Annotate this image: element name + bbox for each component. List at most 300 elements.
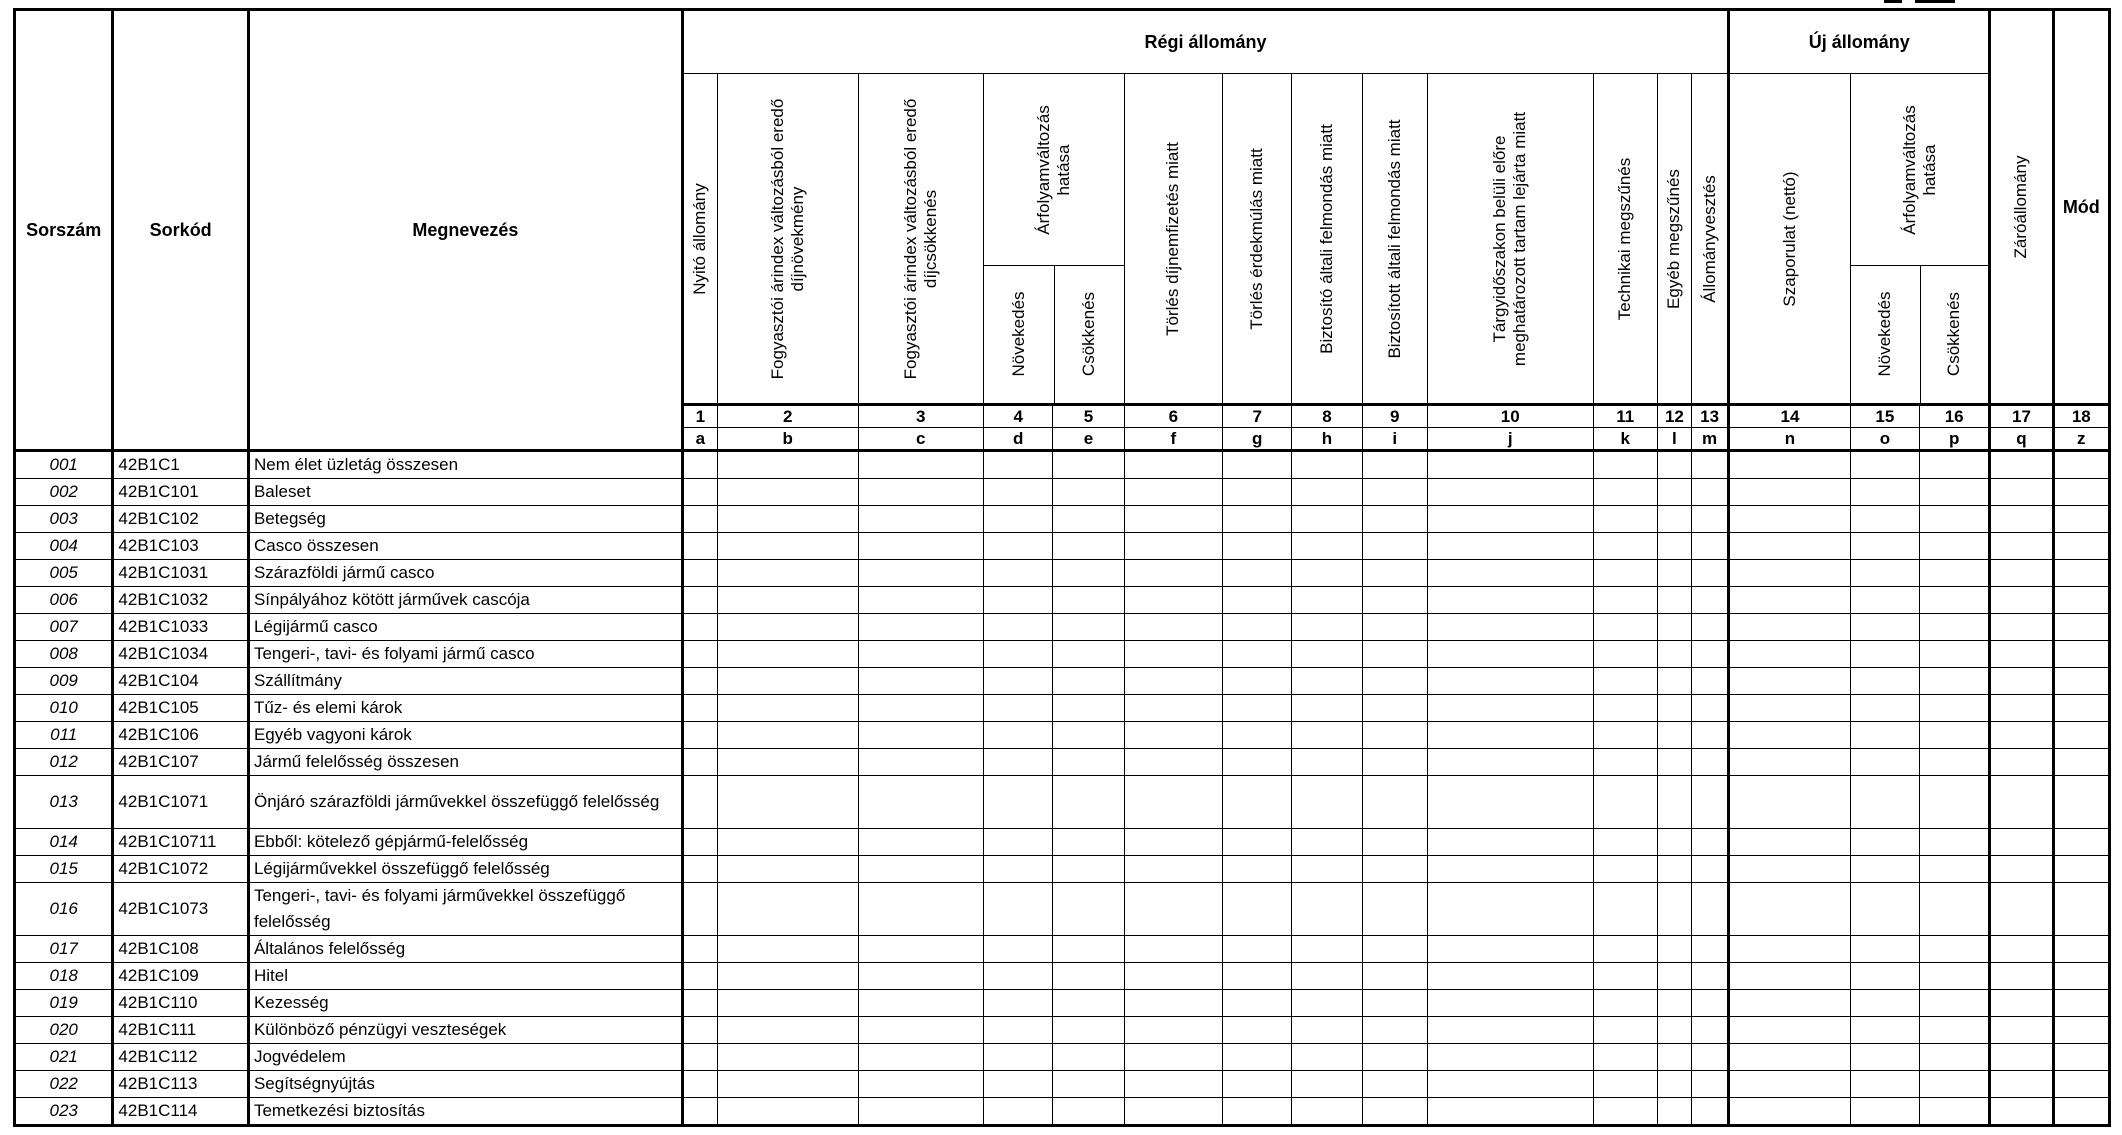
data-cell[interactable] [682,1098,717,1126]
data-cell[interactable] [1691,560,1728,587]
data-cell[interactable] [1691,695,1728,722]
data-cell[interactable] [1427,749,1593,776]
data-cell[interactable] [984,695,1053,722]
data-cell[interactable] [1292,749,1362,776]
data-cell[interactable] [1427,883,1593,936]
data-cell[interactable] [717,533,858,560]
data-cell[interactable] [1427,668,1593,695]
data-cell[interactable] [1292,587,1362,614]
data-cell[interactable] [984,963,1053,990]
data-cell[interactable] [1990,451,2053,479]
data-cell[interactable] [1691,668,1728,695]
data-cell[interactable] [1124,722,1222,749]
data-cell[interactable] [858,990,984,1017]
data-cell[interactable] [682,1044,717,1071]
data-cell[interactable] [1920,668,1990,695]
data-cell[interactable] [1850,1071,1919,1098]
data-cell[interactable] [1593,883,1657,936]
data-cell[interactable] [1657,695,1691,722]
data-cell[interactable] [1990,668,2053,695]
data-cell[interactable] [1657,451,1691,479]
data-cell[interactable] [1691,614,1728,641]
data-cell[interactable] [1990,749,2053,776]
data-cell[interactable] [1292,479,1362,506]
data-cell[interactable] [717,963,858,990]
data-cell[interactable] [682,776,717,829]
data-cell[interactable] [1990,883,2053,936]
data-cell[interactable] [1593,963,1657,990]
data-cell[interactable] [1990,963,2053,990]
data-cell[interactable] [1292,668,1362,695]
data-cell[interactable] [717,1098,858,1126]
data-cell[interactable] [1729,587,1851,614]
data-cell[interactable] [1053,776,1124,829]
data-cell[interactable] [858,695,984,722]
data-cell[interactable] [717,883,858,936]
data-cell[interactable] [1053,722,1124,749]
data-cell[interactable] [682,990,717,1017]
data-cell[interactable] [1223,829,1292,856]
data-cell[interactable] [858,722,984,749]
data-cell[interactable] [1729,614,1851,641]
data-cell[interactable] [1657,533,1691,560]
data-cell[interactable] [984,776,1053,829]
data-cell[interactable] [1920,856,1990,883]
data-cell[interactable] [858,883,984,936]
data-cell[interactable] [717,1017,858,1044]
data-cell[interactable] [1124,695,1222,722]
data-cell[interactable] [2053,641,2109,668]
data-cell[interactable] [1920,641,1990,668]
data-cell[interactable] [1124,506,1222,533]
data-cell[interactable] [1124,936,1222,963]
data-cell[interactable] [1850,641,1919,668]
data-cell[interactable] [1427,829,1593,856]
data-cell[interactable] [1223,668,1292,695]
data-cell[interactable] [1691,856,1728,883]
data-cell[interactable] [1124,1071,1222,1098]
data-cell[interactable] [1124,560,1222,587]
data-cell[interactable] [1593,749,1657,776]
data-cell[interactable] [1362,641,1427,668]
data-cell[interactable] [1292,695,1362,722]
data-cell[interactable] [1427,856,1593,883]
data-cell[interactable] [1223,883,1292,936]
data-cell[interactable] [2053,587,2109,614]
data-cell[interactable] [1990,479,2053,506]
data-cell[interactable] [984,587,1053,614]
data-cell[interactable] [1920,506,1990,533]
data-cell[interactable] [1691,1044,1728,1071]
data-cell[interactable] [858,668,984,695]
data-cell[interactable] [1920,883,1990,936]
data-cell[interactable] [858,560,984,587]
data-cell[interactable] [1657,749,1691,776]
data-cell[interactable] [1657,1017,1691,1044]
data-cell[interactable] [1223,1098,1292,1126]
data-cell[interactable] [1657,587,1691,614]
data-cell[interactable] [1691,936,1728,963]
data-cell[interactable] [1223,936,1292,963]
data-cell[interactable] [1593,641,1657,668]
data-cell[interactable] [1124,533,1222,560]
data-cell[interactable] [2053,990,2109,1017]
data-cell[interactable] [1691,990,1728,1017]
data-cell[interactable] [1990,829,2053,856]
data-cell[interactable] [682,1071,717,1098]
data-cell[interactable] [984,749,1053,776]
data-cell[interactable] [1691,1017,1728,1044]
data-cell[interactable] [1223,506,1292,533]
data-cell[interactable] [1990,1071,2053,1098]
data-cell[interactable] [1990,1017,2053,1044]
data-cell[interactable] [1850,695,1919,722]
data-cell[interactable] [1729,936,1851,963]
data-cell[interactable] [717,506,858,533]
data-cell[interactable] [1920,1071,1990,1098]
data-cell[interactable] [1292,722,1362,749]
data-cell[interactable] [1292,856,1362,883]
data-cell[interactable] [1362,479,1427,506]
data-cell[interactable] [2053,1044,2109,1071]
data-cell[interactable] [1920,1098,1990,1126]
data-cell[interactable] [717,668,858,695]
data-cell[interactable] [682,1017,717,1044]
data-cell[interactable] [682,668,717,695]
data-cell[interactable] [1053,1044,1124,1071]
data-cell[interactable] [858,587,984,614]
data-cell[interactable] [1292,614,1362,641]
data-cell[interactable] [1292,560,1362,587]
data-cell[interactable] [1691,451,1728,479]
data-cell[interactable] [1427,641,1593,668]
data-cell[interactable] [2053,1017,2109,1044]
data-cell[interactable] [1920,749,1990,776]
data-cell[interactable] [1292,829,1362,856]
data-cell[interactable] [1223,614,1292,641]
data-cell[interactable] [1427,614,1593,641]
data-cell[interactable] [1053,533,1124,560]
data-cell[interactable] [858,479,984,506]
data-cell[interactable] [2053,883,2109,936]
data-cell[interactable] [717,722,858,749]
data-cell[interactable] [1850,936,1919,963]
data-cell[interactable] [1223,963,1292,990]
data-cell[interactable] [1292,1071,1362,1098]
data-cell[interactable] [1657,668,1691,695]
data-cell[interactable] [858,936,984,963]
data-cell[interactable] [858,1071,984,1098]
data-cell[interactable] [682,722,717,749]
data-cell[interactable] [1362,883,1427,936]
data-cell[interactable] [1990,695,2053,722]
data-cell[interactable] [1292,1098,1362,1126]
data-cell[interactable] [984,506,1053,533]
data-cell[interactable] [1691,829,1728,856]
data-cell[interactable] [1124,776,1222,829]
data-cell[interactable] [1990,560,2053,587]
data-cell[interactable] [1593,856,1657,883]
data-cell[interactable] [1053,614,1124,641]
data-cell[interactable] [1427,451,1593,479]
data-cell[interactable] [1593,668,1657,695]
data-cell[interactable] [1593,1098,1657,1126]
data-cell[interactable] [1292,506,1362,533]
data-cell[interactable] [1920,451,1990,479]
data-cell[interactable] [1729,506,1851,533]
data-cell[interactable] [1292,883,1362,936]
data-cell[interactable] [1593,776,1657,829]
data-cell[interactable] [1850,479,1919,506]
data-cell[interactable] [1657,936,1691,963]
data-cell[interactable] [1850,722,1919,749]
data-cell[interactable] [1691,883,1728,936]
data-cell[interactable] [1362,776,1427,829]
data-cell[interactable] [1223,587,1292,614]
data-cell[interactable] [1729,829,1851,856]
data-cell[interactable] [682,936,717,963]
data-cell[interactable] [2053,776,2109,829]
data-cell[interactable] [1223,533,1292,560]
data-cell[interactable] [2053,479,2109,506]
data-cell[interactable] [984,1098,1053,1126]
data-cell[interactable] [2053,856,2109,883]
data-cell[interactable] [2053,614,2109,641]
data-cell[interactable] [1427,990,1593,1017]
data-cell[interactable] [1362,722,1427,749]
data-cell[interactable] [1427,587,1593,614]
data-cell[interactable] [1850,829,1919,856]
data-cell[interactable] [1292,776,1362,829]
data-cell[interactable] [1593,506,1657,533]
data-cell[interactable] [1657,1044,1691,1071]
data-cell[interactable] [1691,776,1728,829]
data-cell[interactable] [858,451,984,479]
data-cell[interactable] [858,1017,984,1044]
data-cell[interactable] [1362,1017,1427,1044]
data-cell[interactable] [1593,479,1657,506]
data-cell[interactable] [1729,560,1851,587]
data-cell[interactable] [1990,587,2053,614]
data-cell[interactable] [717,587,858,614]
data-cell[interactable] [1053,479,1124,506]
data-cell[interactable] [717,451,858,479]
data-cell[interactable] [1223,856,1292,883]
data-cell[interactable] [1990,936,2053,963]
data-cell[interactable] [1362,506,1427,533]
data-cell[interactable] [1729,722,1851,749]
data-cell[interactable] [1920,776,1990,829]
data-cell[interactable] [1850,614,1919,641]
data-cell[interactable] [1657,829,1691,856]
data-cell[interactable] [1920,614,1990,641]
data-cell[interactable] [858,829,984,856]
data-cell[interactable] [1362,560,1427,587]
data-cell[interactable] [1223,695,1292,722]
data-cell[interactable] [2053,1098,2109,1126]
data-cell[interactable] [984,1017,1053,1044]
data-cell[interactable] [682,856,717,883]
data-cell[interactable] [1593,560,1657,587]
data-cell[interactable] [1362,963,1427,990]
data-cell[interactable] [1729,963,1851,990]
data-cell[interactable] [1850,990,1919,1017]
data-cell[interactable] [1593,936,1657,963]
data-cell[interactable] [1593,1071,1657,1098]
data-cell[interactable] [1657,776,1691,829]
data-cell[interactable] [1593,1044,1657,1071]
data-cell[interactable] [1920,936,1990,963]
data-cell[interactable] [1691,722,1728,749]
data-cell[interactable] [1223,479,1292,506]
data-cell[interactable] [1729,479,1851,506]
data-cell[interactable] [1850,451,1919,479]
data-cell[interactable] [1920,829,1990,856]
data-cell[interactable] [1292,533,1362,560]
data-cell[interactable] [1691,1098,1728,1126]
data-cell[interactable] [717,776,858,829]
data-cell[interactable] [1990,776,2053,829]
data-cell[interactable] [1427,533,1593,560]
data-cell[interactable] [1593,1017,1657,1044]
data-cell[interactable] [1292,1017,1362,1044]
data-cell[interactable] [1427,722,1593,749]
data-cell[interactable] [1053,560,1124,587]
data-cell[interactable] [984,479,1053,506]
data-cell[interactable] [1657,722,1691,749]
data-cell[interactable] [1850,506,1919,533]
data-cell[interactable] [1124,883,1222,936]
data-cell[interactable] [1657,641,1691,668]
data-cell[interactable] [1124,856,1222,883]
data-cell[interactable] [1729,695,1851,722]
data-cell[interactable] [2053,749,2109,776]
data-cell[interactable] [1124,1017,1222,1044]
data-cell[interactable] [1124,990,1222,1017]
data-cell[interactable] [2053,829,2109,856]
data-cell[interactable] [858,533,984,560]
data-cell[interactable] [2053,668,2109,695]
data-cell[interactable] [2053,451,2109,479]
data-cell[interactable] [717,479,858,506]
data-cell[interactable] [1053,963,1124,990]
data-cell[interactable] [1053,990,1124,1017]
data-cell[interactable] [1729,990,1851,1017]
data-cell[interactable] [1362,451,1427,479]
data-cell[interactable] [1729,1098,1851,1126]
data-cell[interactable] [1053,451,1124,479]
data-cell[interactable] [1362,990,1427,1017]
data-cell[interactable] [1691,1071,1728,1098]
data-cell[interactable] [1362,936,1427,963]
data-cell[interactable] [1223,560,1292,587]
data-cell[interactable] [1990,641,2053,668]
data-cell[interactable] [1850,560,1919,587]
data-cell[interactable] [1362,1071,1427,1098]
data-cell[interactable] [1990,1098,2053,1126]
data-cell[interactable] [1223,722,1292,749]
data-cell[interactable] [1657,856,1691,883]
data-cell[interactable] [1691,533,1728,560]
data-cell[interactable] [1691,749,1728,776]
data-cell[interactable] [682,749,717,776]
data-cell[interactable] [717,614,858,641]
data-cell[interactable] [1657,614,1691,641]
data-cell[interactable] [1850,1044,1919,1071]
data-cell[interactable] [682,883,717,936]
data-cell[interactable] [1657,560,1691,587]
data-cell[interactable] [1053,936,1124,963]
data-cell[interactable] [984,560,1053,587]
data-cell[interactable] [984,641,1053,668]
data-cell[interactable] [1362,614,1427,641]
data-cell[interactable] [1292,1044,1362,1071]
data-cell[interactable] [1124,668,1222,695]
data-cell[interactable] [1053,883,1124,936]
data-cell[interactable] [1427,1017,1593,1044]
data-cell[interactable] [682,506,717,533]
data-cell[interactable] [1920,479,1990,506]
data-cell[interactable] [1729,1017,1851,1044]
data-cell[interactable] [1427,1071,1593,1098]
data-cell[interactable] [2053,506,2109,533]
data-cell[interactable] [858,776,984,829]
data-cell[interactable] [984,722,1053,749]
data-cell[interactable] [682,641,717,668]
data-cell[interactable] [1850,856,1919,883]
data-cell[interactable] [858,1044,984,1071]
data-cell[interactable] [1920,1017,1990,1044]
data-cell[interactable] [1920,722,1990,749]
data-cell[interactable] [2053,722,2109,749]
data-cell[interactable] [1223,641,1292,668]
data-cell[interactable] [1990,614,2053,641]
data-cell[interactable] [1362,749,1427,776]
data-cell[interactable] [1362,1044,1427,1071]
data-cell[interactable] [1657,1098,1691,1126]
data-cell[interactable] [1920,963,1990,990]
data-cell[interactable] [717,1044,858,1071]
data-cell[interactable] [1657,479,1691,506]
data-cell[interactable] [1920,587,1990,614]
data-cell[interactable] [682,614,717,641]
data-cell[interactable] [1292,963,1362,990]
data-cell[interactable] [1729,641,1851,668]
data-cell[interactable] [1920,695,1990,722]
data-cell[interactable] [1124,1098,1222,1126]
data-cell[interactable] [1990,856,2053,883]
data-cell[interactable] [1850,963,1919,990]
data-cell[interactable] [1729,1071,1851,1098]
data-cell[interactable] [858,506,984,533]
data-cell[interactable] [1292,641,1362,668]
data-cell[interactable] [717,560,858,587]
data-cell[interactable] [1593,990,1657,1017]
data-cell[interactable] [1990,722,2053,749]
data-cell[interactable] [1124,749,1222,776]
data-cell[interactable] [1124,587,1222,614]
data-cell[interactable] [1223,776,1292,829]
data-cell[interactable] [1053,506,1124,533]
data-cell[interactable] [1920,533,1990,560]
data-cell[interactable] [1729,856,1851,883]
data-cell[interactable] [1053,829,1124,856]
data-cell[interactable] [1427,506,1593,533]
data-cell[interactable] [682,560,717,587]
data-cell[interactable] [1657,990,1691,1017]
data-cell[interactable] [1657,1071,1691,1098]
data-cell[interactable] [1850,1017,1919,1044]
